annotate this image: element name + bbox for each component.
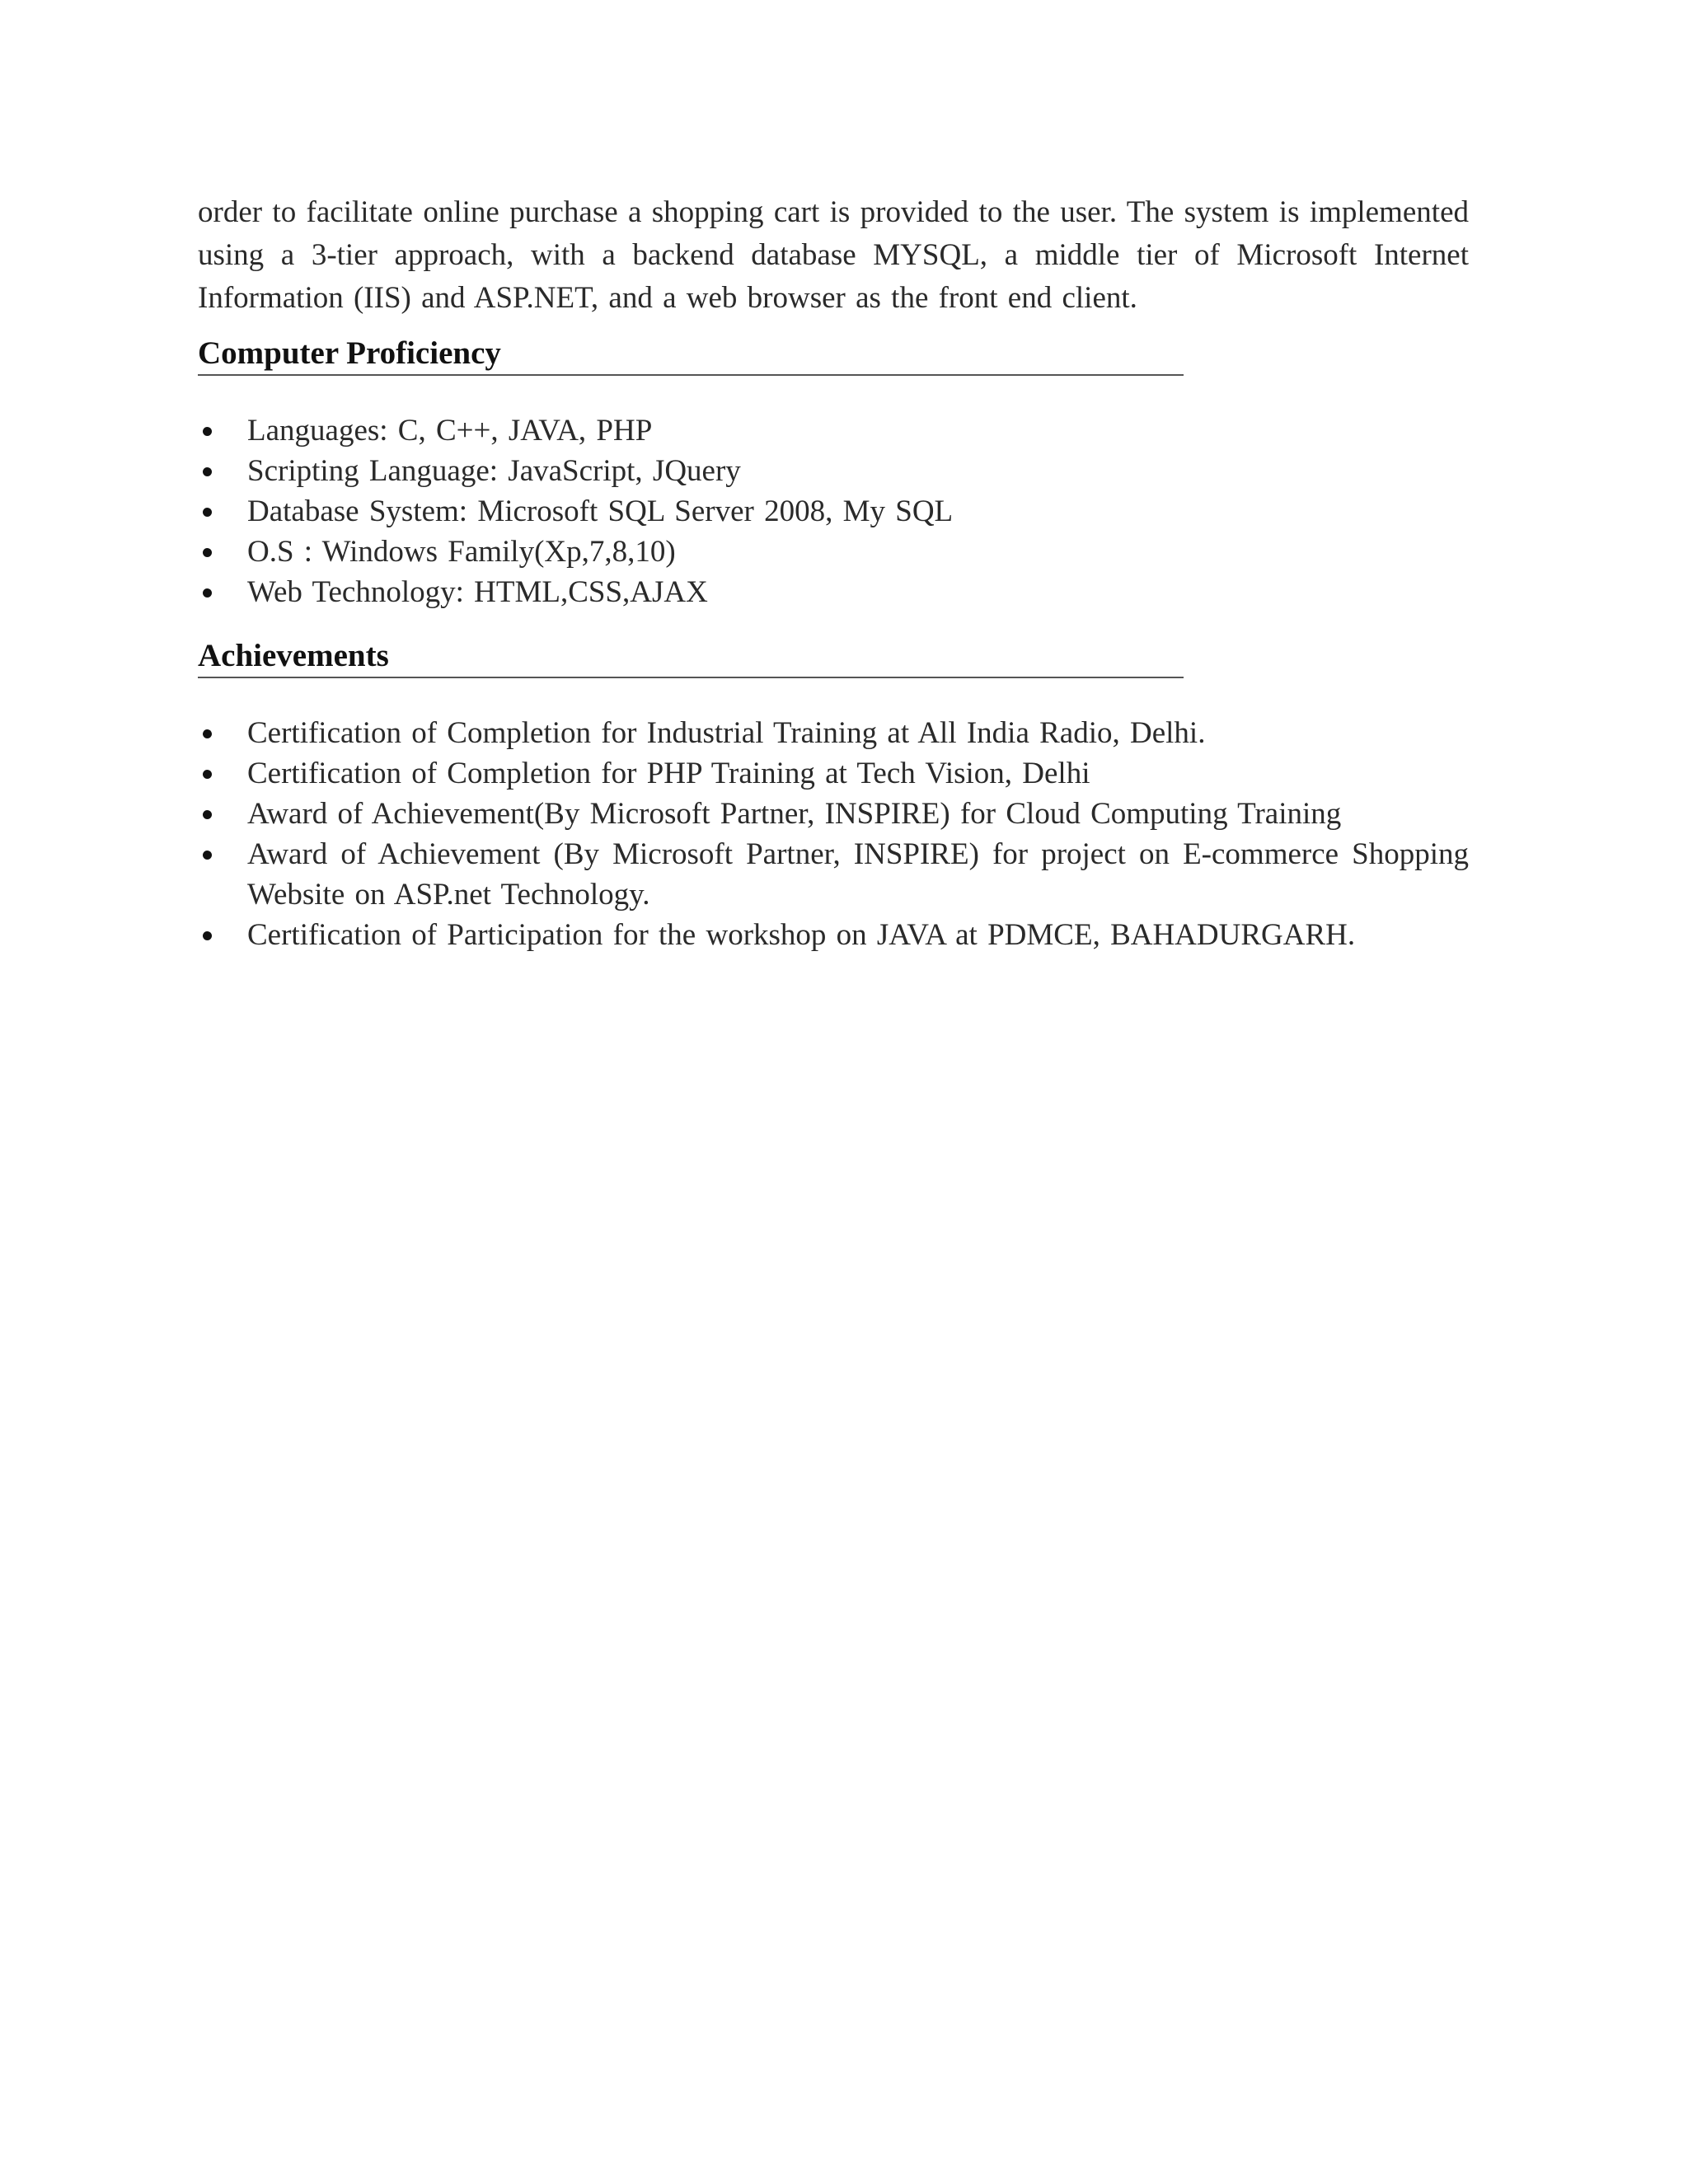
achievements-list [198, 713, 1469, 955]
achievements-heading: Achievements [198, 637, 1184, 678]
list-item [198, 713, 1469, 753]
list-item-text: Certification of Completion for Industrial Training at All India Radio, Delhi. [247, 716, 1206, 750]
bullet-icon [203, 588, 212, 598]
bullet-icon [203, 467, 212, 476]
computer-proficiency-heading: Computer Proficiency [198, 335, 1184, 376]
list-item [198, 834, 1469, 915]
list-item-text: Web Technology: HTML,CSS,AJAX [247, 575, 708, 609]
list-item-text: Database System: Microsoft SQL Server 2008, My SQL [247, 494, 954, 528]
computer-proficiency-list [198, 410, 1469, 612]
bullet-icon [203, 810, 212, 819]
list-item [198, 915, 1469, 955]
bullet-icon [203, 729, 212, 738]
list-item [198, 410, 1469, 451]
list-item-text: Scripting Language: JavaScript, JQuery [247, 454, 741, 488]
bullet-icon [203, 931, 212, 940]
intro-paragraph: order to facilitate online purchase a shopping cart is provided to the user. The system is implemented using a 3-tier approach, with a backend database MYSQL, a middle tier of Microsoft Internet Information (IIS) and ASP.NET, and a web browser as the front end client. [198, 195, 1469, 315]
list-item-text: Certification of Completion for PHP Training at Tech Vision, Delhi [247, 757, 1090, 790]
list-item-text: O.S : Windows Family(Xp,7,8,10) [247, 535, 676, 569]
list-item [198, 532, 1469, 572]
bullet-icon [203, 508, 212, 517]
list-item-text: Award of Achievement (By Microsoft Partner, INSPIRE) for project on E-commerce Shopping Website on ASP.net Technology. [247, 837, 1469, 912]
list-item-text: Languages: C, C++, JAVA, PHP [247, 414, 653, 448]
page-content [198, 191, 1469, 955]
bullet-icon [203, 548, 212, 557]
bullet-icon [203, 770, 212, 779]
bullet-icon [203, 851, 212, 860]
list-item [198, 753, 1469, 794]
bullet-icon [203, 427, 212, 436]
list-item [198, 572, 1469, 612]
list-item-text: Certification of Participation for the workshop on JAVA at PDMCE, BAHADURGARH. [247, 918, 1356, 952]
list-item [198, 491, 1469, 532]
list-item [198, 451, 1469, 491]
list-item-text: Award of Achievement(By Microsoft Partner, INSPIRE) for Cloud Computing Training [247, 797, 1342, 831]
list-item [198, 794, 1469, 834]
